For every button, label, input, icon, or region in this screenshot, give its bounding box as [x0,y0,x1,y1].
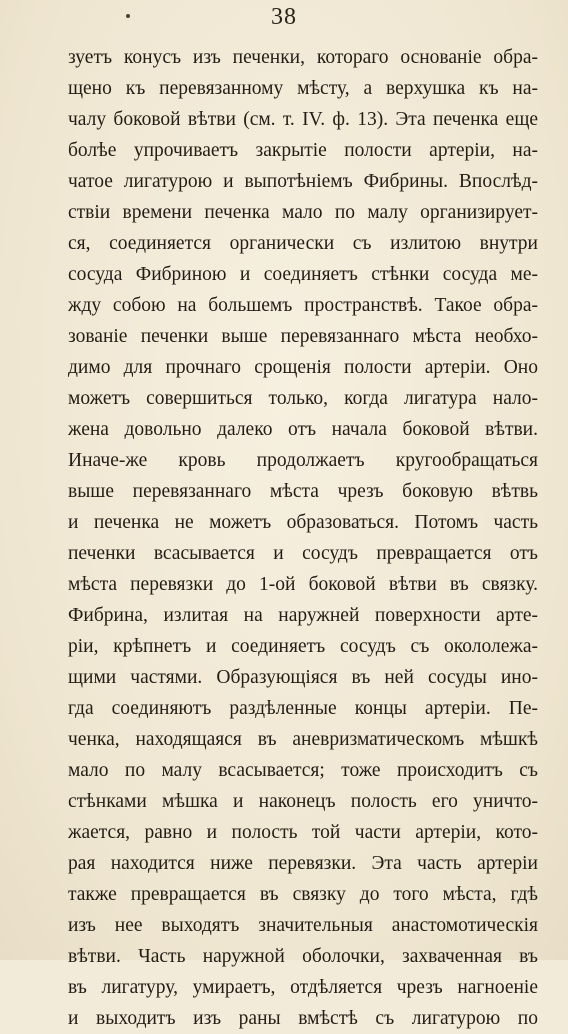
text-line: можетъ совершиться только, когда лигатура нало- [68,388,538,409]
text-line: изъ нее выходятъ значительныя анастомотическія [68,915,538,936]
text-line: мало по малу всасывается; тоже происходитъ съ [68,760,538,781]
text-line: зованіе печенки выше перевязаннаго мѣста необхо- [68,326,538,347]
page-number: 38 [271,4,297,30]
text-line: чатое лигатурою и выпотѣніемъ Фибрины. Впослѣд- [68,171,538,192]
text-line: димо для прочнаго срощенія полости артеріи. Оно [68,357,538,378]
text-line: стѣнками мѣшка и наконецъ полость его уничто- [68,791,538,812]
text-line: и выходитъ изъ раны вмѣстѣ съ лигатурою по [68,1008,538,1029]
text-line: выше перевязаннаго мѣста чрезъ боковую вѣтвь [68,481,538,502]
text-line: ченка, находящаяся въ аневризматическомъ мѣшкѣ [68,729,538,750]
text-line: вѣтви. Часть наружной оболочки, захваченная въ [68,946,538,967]
text-line: печенки всасывается и сосудъ превращается отъ [68,543,538,564]
text-line: жается, равно и полость той части артеріи, кото- [68,822,538,843]
text-line: ся, соединяется органически съ излитою внутри [68,233,538,254]
text-line: сосуда Фибриною и соединяетъ стѣнки сосуда ме- [68,264,538,285]
text-line: ріи, крѣпнетъ и соединяетъ сосудъ съ окололежа- [68,636,538,657]
text-line: чалу боковой вѣтви (см. т. IV. ф. 13). Эта печенка еще [68,109,538,130]
text-line: и печенка не можетъ образоваться. Потомъ часть [68,512,538,533]
text-line: также превращается въ связку до того мѣста, гдѣ [68,884,538,905]
text-line: Иначе-же кровь продолжаетъ кругообращаться [68,450,538,471]
text-line: болѣе упрочиваетъ закрытіе полости артеріи, на- [68,140,538,161]
text-line: въ лигатуру, умираетъ, отдѣляется чрезъ нагноеніе [68,977,538,998]
text-line: жена довольно далеко отъ начала боковой вѣтви. [68,419,538,440]
text-line: рая находится ниже перевязки. Эта часть артеріи [68,853,538,874]
text-line: жду собою на большемъ пространствѣ. Такое обра- [68,295,538,316]
text-line: зуетъ конусъ изъ печенки, котораго основаніе обра- [68,47,538,68]
text-line: мѣста перевязки до 1-ой боковой вѣтви въ связку. [68,574,538,595]
body-text [68,42,538,1034]
text-line: щено къ перевязанному мѣсту, а верхушка къ на- [68,78,538,99]
text-line: Фибрина, излитая на наружней поверхности арте- [68,605,538,626]
text-line: щими частями. Образующіяся въ ней сосуды ино- [68,667,538,688]
text-line: ствіи времени печенка мало по малу организирует- [68,202,538,223]
text-line: гда соединяютъ раздѣленные концы артеріи. Пе- [68,698,538,719]
